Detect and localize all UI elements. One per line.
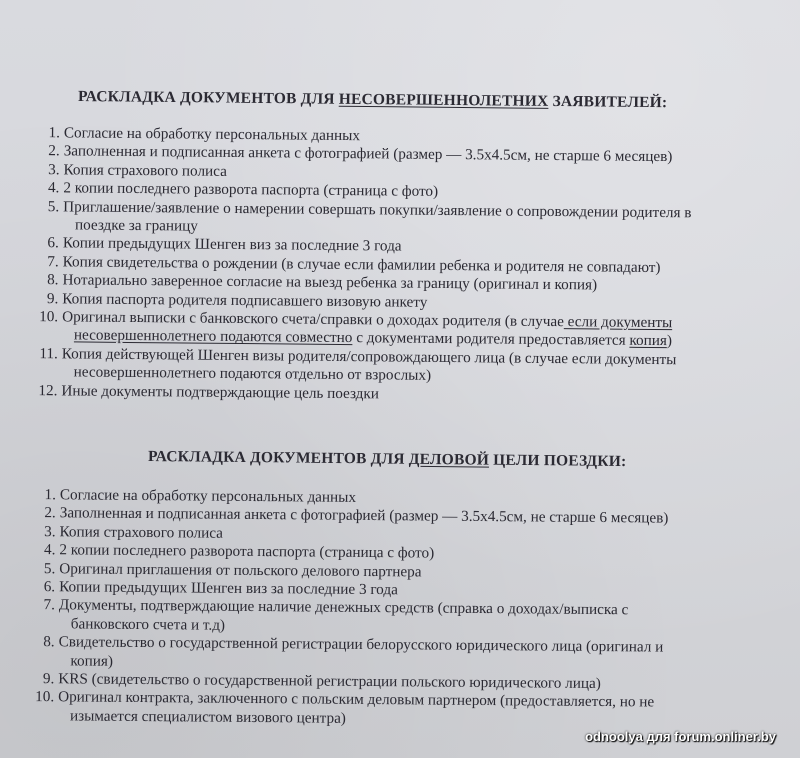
list-item bbox=[25, 596, 765, 639]
item-text: Копии предыдущих Шенген виз за последние 3 года bbox=[62, 234, 402, 256]
item-text: Согласие на обработку персональных данных bbox=[59, 486, 357, 506]
item-number: 8. bbox=[47, 271, 59, 289]
item-text: Заполненная и подписанная анкета с фотографией (размер — 3.5х4.5см, не старше 6 месяцев) bbox=[63, 142, 673, 166]
item-text: Согласие на обработку персональных данных bbox=[63, 124, 361, 145]
item-text-underlined: несовершеннолетнего подаются совместно bbox=[73, 326, 353, 347]
item-number: 1. bbox=[48, 124, 60, 142]
item-number: 2. bbox=[48, 142, 60, 160]
item-text: Копия паспорта родителя подписавшего визовую анкету bbox=[62, 289, 428, 311]
item-text: Оригинал приглашения от польского делового партнера bbox=[59, 559, 422, 581]
item-text-continued: банковского счета и т.д) bbox=[70, 615, 226, 634]
item-number: 11. bbox=[39, 344, 58, 363]
heading-text: РАСКЛАДКА ДОКУМЕНТОВ ДЛЯ bbox=[77, 88, 339, 108]
item-number: 6. bbox=[43, 578, 56, 596]
item-number: 7. bbox=[43, 596, 56, 614]
item-text: Заполненная и подписанная анкета с фотографией (размер — 3.5х4.5см, не старше 6 месяцев) bbox=[59, 504, 669, 528]
item-text-continued: изымается специалистом визового центра) bbox=[69, 707, 346, 727]
item-number: 10. bbox=[35, 688, 55, 706]
item-text-part: ) bbox=[666, 332, 673, 350]
item-text-part: Оригинал выписки с банковского счета/справки о доходах родителя (в случае bbox=[62, 308, 564, 331]
item-number: 10. bbox=[39, 308, 59, 326]
item-number: 5. bbox=[43, 559, 56, 577]
item-text: Копия действующей Шенген визы родителя/сопровождающего лица (в случае если документы bbox=[61, 345, 677, 369]
item-number: 12. bbox=[38, 381, 58, 399]
item-number: 9. bbox=[46, 289, 59, 307]
item-number: 9. bbox=[42, 670, 55, 688]
item-number: 8. bbox=[43, 633, 55, 651]
item-number: 3. bbox=[48, 160, 60, 179]
item-text: Иные документы подтверждающие цель поездки bbox=[61, 382, 380, 403]
item-number: 3. bbox=[44, 522, 56, 541]
documents-list-minors bbox=[27, 124, 770, 407]
item-text-continued: поездке за границу bbox=[74, 216, 199, 235]
item-text: Документы, подтверждающие наличие денежных средств (справка о доходах/выписка с bbox=[58, 596, 629, 619]
section-heading-minors bbox=[78, 88, 667, 112]
item-text-underlined: копия bbox=[629, 332, 667, 350]
item-text-continued: несовершеннолетнего подаются отдельно от взрослых) bbox=[73, 363, 432, 385]
item-text: Приглашение/заявление о намерении совершать покупки/заявление о сопровождении родителя в bbox=[63, 197, 692, 221]
item-number: 1. bbox=[44, 486, 56, 504]
item-text: Копии предыдущих Шенген виз за последние 3 года bbox=[59, 578, 398, 599]
item-number: 4. bbox=[47, 179, 60, 197]
item-text: 2 копии последнего разворота паспорта (страница с фото) bbox=[59, 541, 435, 562]
item-text: Свидетельство о государственной регистрации белорусского юридического лица (оригинал и bbox=[58, 633, 664, 656]
item-text-underlined: если документы bbox=[563, 313, 673, 332]
documents-list-business bbox=[24, 486, 766, 732]
watermark: odnoolya для forum.onliner.by bbox=[585, 729, 776, 744]
item-number: 5. bbox=[47, 197, 60, 215]
item-text: 2 копии последнего разворота паспорта (страница с фото) bbox=[63, 179, 439, 201]
item-text: Оригинал контракта, заключенного с польским деловым партнером (предоставляется, но не bbox=[58, 688, 655, 711]
item-number: 2. bbox=[44, 504, 56, 522]
heading-text: ЦЕЛИ ПОЕЗДКИ: bbox=[488, 451, 627, 471]
heading-underlined: ДЕЛОВОЙ bbox=[408, 450, 490, 469]
item-number: 6. bbox=[47, 234, 59, 252]
heading-underlined: НЕСОВЕРШЕННОЛЕТНИХ bbox=[338, 90, 549, 110]
item-number: 4. bbox=[43, 541, 56, 559]
heading-text: ЗАЯВИТЕЛЕЙ: bbox=[548, 92, 668, 112]
item-text-continued: копия) bbox=[70, 652, 114, 670]
item-text: Копия свидетельства о рождении (в случае если фамилии ребенка и родителя не совпадают) bbox=[62, 253, 661, 276]
list-item bbox=[24, 688, 764, 731]
section-heading-business bbox=[148, 448, 627, 471]
heading-text: РАСКЛАДКА ДОКУМЕНТОВ ДЛЯ bbox=[147, 448, 409, 468]
item-text: Копия страхового полиса bbox=[63, 161, 227, 180]
item-text: KRS (свидетельство о государственной регистрации польского юридического лица) bbox=[58, 670, 601, 693]
item-text: Копия страхового полиса bbox=[59, 523, 223, 542]
list-item bbox=[24, 633, 764, 676]
item-text: Нотариально заверенное согласие на выезд ребенка за границу (оригинал и копия) bbox=[62, 271, 598, 294]
item-number: 7. bbox=[47, 253, 59, 271]
item-text-part: с документами родителя предоставляется bbox=[352, 329, 630, 350]
